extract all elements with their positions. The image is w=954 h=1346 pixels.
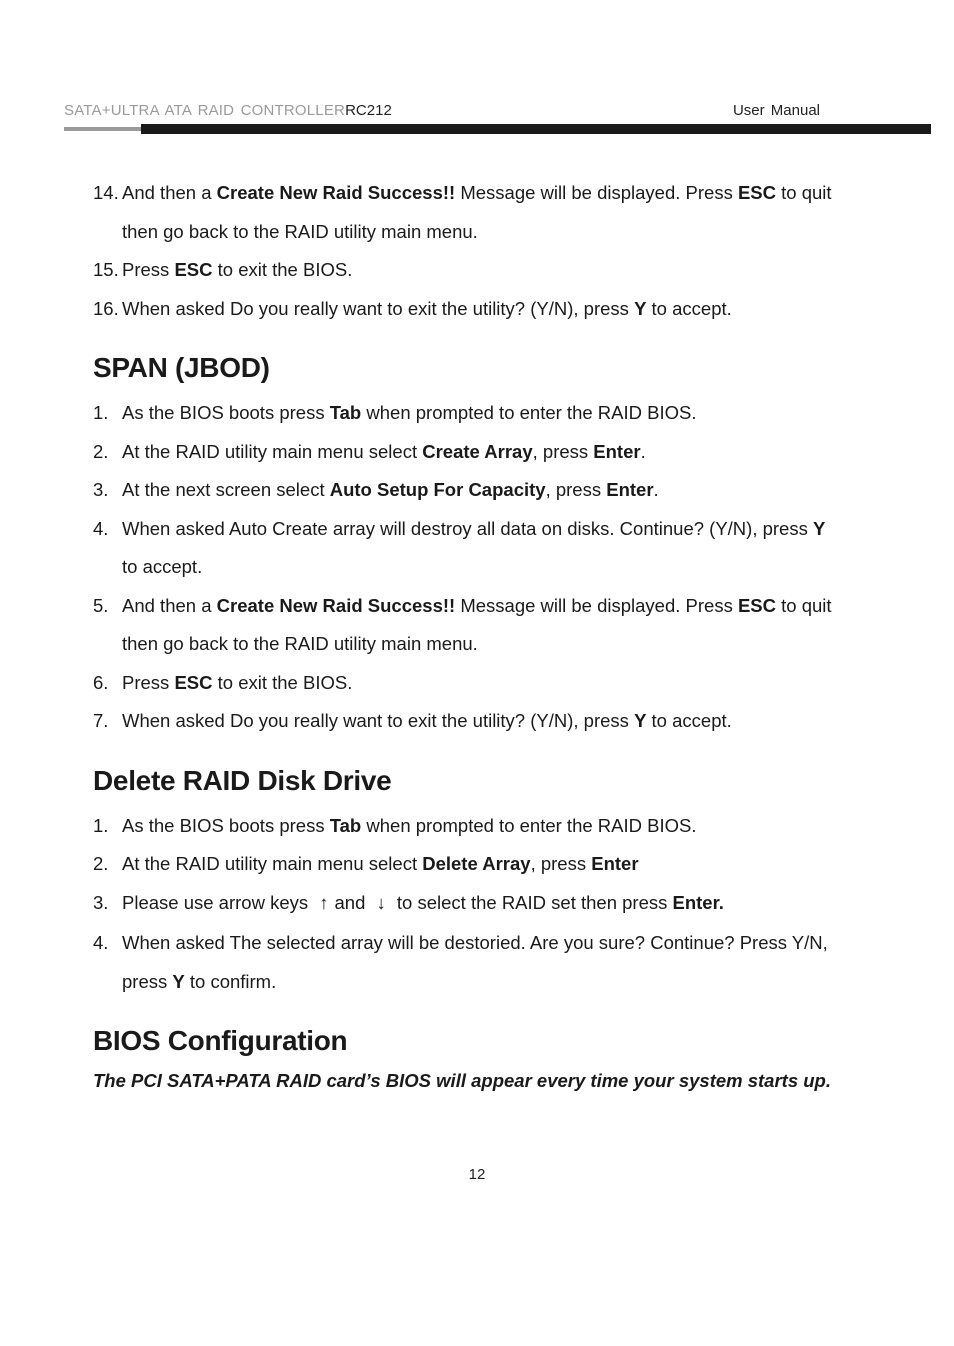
header-model: RC212 bbox=[345, 102, 392, 119]
step-number: 3. bbox=[93, 479, 109, 500]
section-title-bios: BIOS Configuration bbox=[93, 1025, 348, 1056]
list-item: 2. At the RAID utility main menu select Create Array, press Enter. bbox=[93, 433, 883, 472]
step-number: 4. bbox=[93, 932, 109, 953]
step-number: 7. bbox=[93, 710, 109, 731]
page-content bbox=[93, 174, 883, 1101]
list-item: 5. And then a Create New Raid Success!! Message will be displayed. Press ESC to quit then go back to the RAID utility main menu. bbox=[93, 587, 883, 664]
list-item: 3. Please use arrow keys ↑ and ↓ to select the RAID set then press Enter. bbox=[93, 884, 883, 923]
step-number: 2. bbox=[93, 440, 109, 462]
delete-steps bbox=[93, 807, 883, 1002]
step-number: 6. bbox=[93, 671, 109, 693]
span-steps bbox=[93, 394, 883, 741]
step-number: 15. bbox=[93, 259, 119, 280]
step-number: 14. bbox=[93, 182, 119, 203]
list-item: 14. And then a Create New Raid Success!! Message will be displayed. Press ESC to quit then go back to the RAID utility main menu. bbox=[93, 174, 883, 251]
header-rule-thin bbox=[64, 127, 141, 131]
step-number: 16. bbox=[93, 297, 119, 319]
list-item: 4. When asked The selected array will be destoried. Are you sure? Continue? Press Y/N, press Y to confirm. bbox=[93, 924, 883, 1001]
list-item: 7. When asked Do you really want to exit the utility? (Y/N), press Y to accept. bbox=[93, 702, 883, 741]
section-title-span: SPAN (JBOD) bbox=[93, 352, 270, 383]
continued-steps bbox=[93, 174, 883, 328]
list-item: 1. As the BIOS boots press Tab when prompted to enter the RAID BIOS. bbox=[93, 807, 883, 846]
header-product: SATA+ULTRA ATA RAID CONTROLLER bbox=[64, 102, 346, 119]
step-number: 3. bbox=[93, 891, 109, 913]
list-item: 15. Press ESC to exit the BIOS. bbox=[93, 251, 883, 290]
arrow-up-icon: ↑ bbox=[319, 891, 329, 913]
section-title-delete: Delete RAID Disk Drive bbox=[93, 764, 392, 796]
step-number: 4. bbox=[93, 517, 109, 539]
bios-intro: The PCI SATA+PATA RAID card’s BIOS will appear every time your system starts up. bbox=[93, 1070, 831, 1091]
arrow-down-icon: ↓ bbox=[376, 891, 386, 913]
list-item: 2. At the RAID utility main menu select Delete Array, press Enter bbox=[93, 845, 883, 884]
step-number: 1. bbox=[93, 402, 109, 423]
list-item: 16. When asked Do you really want to exit the utility? (Y/N), press Y to accept. bbox=[93, 290, 883, 329]
step-number: 2. bbox=[93, 853, 109, 874]
header-manual-label: User Manual bbox=[732, 102, 820, 119]
step-number: 1. bbox=[93, 814, 109, 836]
list-item: 4. When asked Auto Create array will destroy all data on disks. Continue? (Y/N), press Y to accept. bbox=[93, 510, 883, 587]
list-item: 1. As the BIOS boots press Tab when prompted to enter the RAID BIOS. bbox=[93, 394, 883, 433]
header-rule-thick bbox=[141, 124, 931, 134]
step-number: 5. bbox=[93, 594, 109, 616]
list-item: 3. At the next screen select Auto Setup For Capacity, press Enter. bbox=[93, 471, 883, 510]
page-number: 12 bbox=[468, 1166, 486, 1183]
header-product-line bbox=[64, 101, 392, 121]
list-item: 6. Press ESC to exit the BIOS. bbox=[93, 664, 883, 703]
